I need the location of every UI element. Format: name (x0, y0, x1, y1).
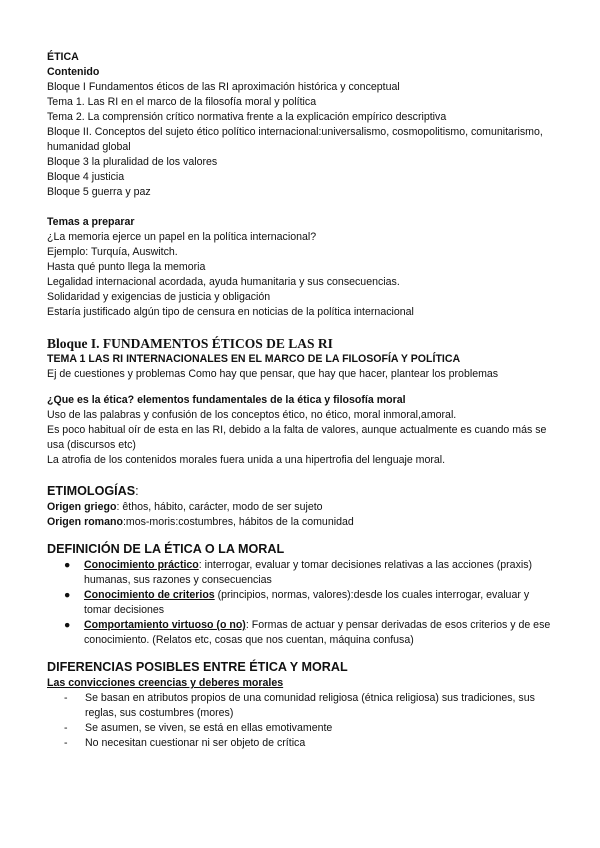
definicion-heading: DEFINICIÓN DE LA ÉTICA O LA MORAL (47, 542, 285, 556)
contenido-item: Bloque 4 justicia (47, 171, 125, 183)
dash-icon: - (64, 737, 68, 749)
list-item: - Se basan en atributos propios de una comunidad religiosa (étnica religiosa) sus tradiciones, sus reglas, sus costumbres (mores) (64, 692, 535, 719)
temas-item: Legalidad internacional acordada, ayuda humanitaria y sus consecuencias. (47, 276, 400, 288)
list-item: ● Comportamiento virtuoso (o no): Formas de actuar y pensar derivadas de esos criterios y de ese conocimiento. (Relatos etc, cosas que nos cuentan, máquina confusa) (64, 619, 551, 646)
diferencias-heading: DIFERENCIAS POSIBLES ENTRE ÉTICA Y MORAL (47, 660, 348, 674)
list-item: ● Conocimiento de criterios (principios, normas, valores):desde los cuales interrogar, evaluar y tomar decisiones (64, 589, 530, 616)
document-page (47, 50, 557, 751)
temas-item: Solidaridad y exigencias de justicia y obligación (47, 291, 271, 303)
que-es-line: Uso de las palabras y confusión de los conceptos ético, no ético, moral inmoral,amoral. (47, 409, 457, 421)
contenido-item: Bloque 5 guerra y paz (47, 186, 151, 198)
origen-griego: Origen griego: êthos, hábito, carácter, modo de ser sujeto (47, 501, 323, 513)
que-es-line: La atrofia de los contenidos morales fuera unida a una hipertrofia del lenguaje moral. (47, 454, 446, 466)
list-item: - Se asumen, se viven, se está en ellas emotivamente (64, 722, 333, 734)
dash-icon: - (64, 722, 68, 734)
contenido-item: Tema 2. La comprensión crítico normativa frente a la explicación empírico descriptiva (47, 111, 447, 123)
contenido-heading: Contenido (47, 66, 100, 78)
contenido-item: Bloque II. Conceptos del sujeto ético político internacional:universalismo, cosmopolitismo, comunitarismo, humanidad global (47, 126, 543, 153)
bullet-icon: ● (64, 619, 71, 631)
temas-heading: Temas a preparar (47, 216, 135, 228)
temas-item: Ejemplo: Turquía, Auswitch. (47, 246, 178, 258)
definicion-list (47, 558, 557, 648)
origen-romano: Origen romano:mos-moris:costumbres, hábitos de la comunidad (47, 516, 354, 528)
list-item: - No necesitan cuestionar ni ser objeto de crítica (64, 737, 306, 749)
temas-item: ¿La memoria ejerce un papel en la política internacional? (47, 231, 317, 243)
contenido-item: Bloque I Fundamentos éticos de las RI aproximación histórica y conceptual (47, 81, 400, 93)
doc-title: ÉTICA (47, 51, 79, 63)
etimologias-heading: ETIMOLOGÍAS: (47, 484, 139, 498)
temas-item: Hasta qué punto llega la memoria (47, 261, 206, 273)
bullet-icon: ● (64, 559, 71, 571)
bloque1-heading: Bloque I. FUNDAMENTOS ÉTICOS DE LAS RI (47, 336, 333, 351)
tema1-text: Ej de cuestiones y problemas Como hay que pensar, que hay que hacer, plantear los problemas (47, 368, 499, 380)
temas-item: Estaría justificado algún tipo de censura en noticias de la política internacional (47, 306, 414, 318)
contenido-item: Tema 1. Las RI en el marco de la filosofía moral y política (47, 96, 317, 108)
list-item: ● Conocimiento práctico: interrogar, evaluar y tomar decisiones relativas a las acciones (praxis) humanas, sus razones y consecuencias (64, 559, 533, 586)
bullet-icon: ● (64, 589, 71, 601)
contenido-item: Bloque 3 la pluralidad de los valores (47, 156, 218, 168)
que-es-line: Es poco habitual oír de esta en las RI, debido a la falta de valores, aunque actualmente es cuando más se usa (discursos etc) (47, 424, 547, 451)
que-es-heading: ¿Que es la ética? elementos fundamentales de la ética y filosofía moral (47, 394, 406, 406)
diferencias-list (47, 691, 557, 751)
diferencias-subheading: Las convicciones creencias y deberes morales (47, 677, 284, 689)
tema1-heading: TEMA 1 LAS RI INTERNACIONALES EN EL MARCO DE LA FILOSOFÍA Y POLÍTICA (47, 353, 461, 365)
dash-icon: - (64, 692, 68, 704)
